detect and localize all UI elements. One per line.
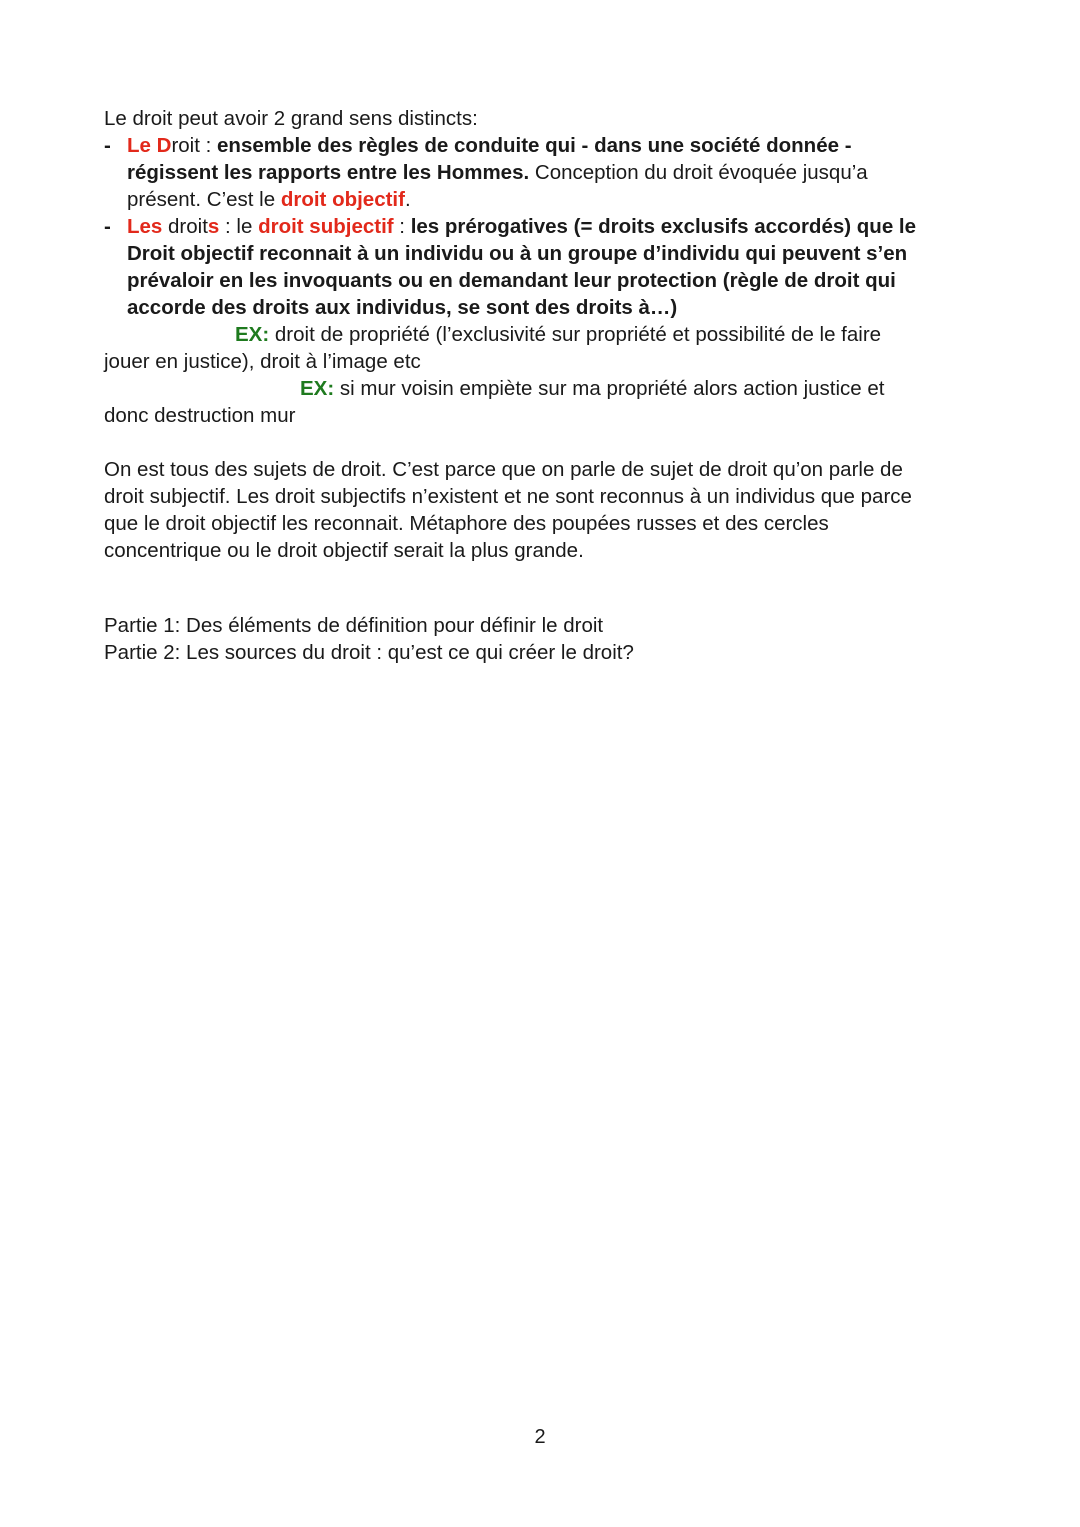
spacer	[104, 429, 1004, 456]
page-number: 2	[534, 1426, 546, 1448]
example-wall	[104, 375, 1004, 429]
spacer	[104, 564, 1004, 612]
subject-of-law-paragraph	[104, 456, 1004, 564]
paragraph-line: droit subjectif. Les droit subjectifs n’existent et ne sont reconnus à un individus que parce	[104, 485, 912, 508]
example-1-line-2: jouer en justice), droit à l’image etc	[104, 350, 421, 373]
part-2-heading: Partie 2: Les sources du droit : qu’est ce qui créer le droit?	[104, 641, 634, 664]
example-1-line-1: EX: droit de propriété (l’exclusivité sur propriété et possibilité de le faire	[235, 323, 882, 346]
bullet-2-line-3: prévaloir en les invoquants ou en demandant leur protection (règle de droit qui	[127, 269, 896, 292]
bullet-2-line-2: Droit objectif reconnait à un individu ou à un groupe d’individu qui peuvent s’en	[127, 242, 908, 265]
term-droit-subjectif: droit subjectif	[258, 215, 394, 238]
course-outline	[104, 612, 1004, 666]
term-droit-objectif: droit objectif	[280, 188, 405, 211]
example-2-line-1: EX: si mur voisin empiète sur ma propriété alors action justice et	[300, 377, 885, 400]
document-body	[104, 105, 1004, 666]
bullet-dash: -	[104, 134, 111, 157]
example-label: EX:	[235, 323, 270, 346]
paragraph-line: que le droit objectif les reconnait. Métaphore des poupées russes et des cercles	[104, 512, 829, 535]
bullet-1-line-2: régissent les rapports entre les Hommes. Conception du droit évoquée jusqu’a	[127, 161, 868, 184]
paragraph-line: concentrique ou le droit objectif serait la plus grande.	[104, 539, 584, 562]
bullet-1-line-1: Le Droit : ensemble des règles de conduite qui - dans une société donnée -	[127, 134, 852, 157]
bullet-dash: -	[104, 215, 111, 238]
part-1-heading: Partie 1: Des éléments de définition pour définir le droit	[104, 614, 604, 637]
intro-text: Le droit peut avoir 2 grand sens distincts:	[104, 107, 478, 130]
example-2-line-2: donc destruction mur	[104, 404, 296, 427]
paragraph-line: On est tous des sujets de droit. C’est parce que on parle de sujet de droit qu’on parle de	[104, 458, 903, 481]
bullet-subjective-rights	[104, 213, 1004, 321]
example-label: EX:	[300, 377, 335, 400]
example-property	[104, 321, 1004, 375]
bullet-2-line-1: Les droits : le droit subjectif : les prérogatives (= droits exclusifs accordés) que le	[127, 215, 917, 238]
bullet-1-line-3: présent. C’est le droit objectif.	[127, 188, 411, 211]
bullet-2-line-4: accorde des droits aux individus, se sont des droits à…)	[127, 296, 678, 319]
bullet-objective-law	[104, 132, 1004, 213]
